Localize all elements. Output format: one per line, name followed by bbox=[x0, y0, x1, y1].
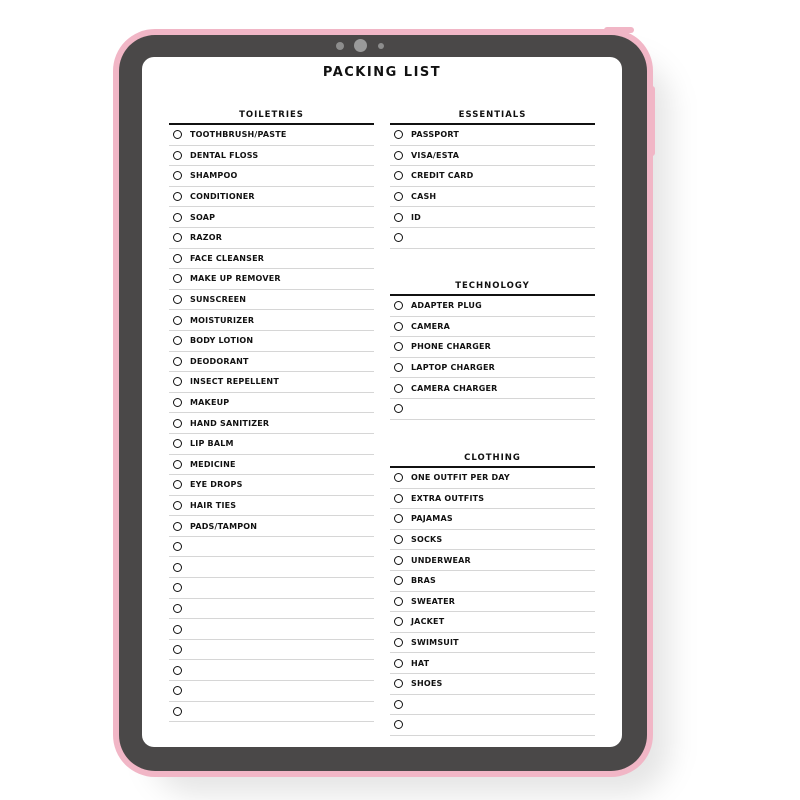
checklist-item[interactable] bbox=[390, 337, 595, 358]
checklist-item-label: PASSPORT bbox=[411, 130, 460, 140]
page-title: PACKING LIST bbox=[322, 65, 442, 80]
checklist-item[interactable] bbox=[390, 146, 595, 167]
checkbox-circle-icon[interactable] bbox=[173, 233, 182, 242]
section-header: TOILETRIES bbox=[169, 107, 374, 125]
checklist-item[interactable] bbox=[169, 331, 374, 352]
checklist-item-label: SWEATER bbox=[411, 596, 456, 606]
checklist-item-label: CREDIT CARD bbox=[411, 171, 474, 181]
checklist-item-label: MAKE UP REMOVER bbox=[190, 274, 281, 284]
checklist-item-label: SUNSCREEN bbox=[190, 295, 247, 305]
checklist-item-label: VISA/ESTA bbox=[411, 150, 460, 160]
checkbox-circle-icon[interactable] bbox=[173, 583, 182, 592]
checklist-item[interactable] bbox=[390, 296, 595, 317]
checklist-item[interactable] bbox=[169, 475, 374, 496]
checklist-item[interactable] bbox=[169, 702, 374, 723]
checkbox-circle-icon[interactable] bbox=[173, 707, 182, 716]
checkbox-circle-icon[interactable] bbox=[394, 473, 403, 482]
checklist-item[interactable] bbox=[390, 228, 595, 249]
checklist-item[interactable] bbox=[169, 187, 374, 208]
checklist-item[interactable] bbox=[390, 125, 595, 146]
checklist-item[interactable] bbox=[390, 358, 595, 379]
checkbox-circle-icon[interactable] bbox=[394, 617, 403, 626]
checkbox-circle-icon[interactable] bbox=[173, 377, 182, 386]
checklist-item-label: FACE CLEANSER bbox=[190, 253, 265, 263]
checkbox-circle-icon[interactable] bbox=[173, 625, 182, 634]
checklist bbox=[169, 125, 374, 722]
checklist-item-label: RAZOR bbox=[190, 233, 223, 243]
checklist-item-label: LAPTOP CHARGER bbox=[411, 363, 495, 373]
checkbox-circle-icon[interactable] bbox=[173, 213, 182, 222]
checklist-item-label: HAIR TIES bbox=[190, 500, 237, 510]
checklist-item-label: MEDICINE bbox=[190, 459, 236, 469]
checkbox-circle-icon[interactable] bbox=[173, 563, 182, 572]
checkbox-circle-icon[interactable] bbox=[394, 720, 403, 729]
checkbox-circle-icon[interactable] bbox=[394, 213, 403, 222]
checkbox-circle-icon[interactable] bbox=[394, 171, 403, 180]
checklist-item[interactable] bbox=[390, 674, 595, 695]
checklist-item[interactable] bbox=[390, 612, 595, 633]
checklist-item-label: HAND SANITIZER bbox=[190, 418, 270, 428]
checklist-item[interactable] bbox=[390, 550, 595, 571]
checkbox-circle-icon[interactable] bbox=[394, 192, 403, 201]
section-technology bbox=[390, 278, 595, 420]
camera-icon bbox=[354, 39, 367, 52]
checkbox-circle-icon[interactable] bbox=[173, 254, 182, 263]
checklist bbox=[390, 125, 595, 249]
checklist-item[interactable] bbox=[169, 228, 374, 249]
checkbox-circle-icon[interactable] bbox=[394, 679, 403, 688]
checkbox-circle-icon[interactable] bbox=[394, 151, 403, 160]
checklist-item[interactable] bbox=[390, 530, 595, 551]
section-essentials bbox=[390, 107, 595, 249]
checklist-item-label: MAKEUP bbox=[190, 398, 230, 408]
checkbox-circle-icon[interactable] bbox=[173, 686, 182, 695]
checklist-item[interactable] bbox=[390, 509, 595, 530]
checklist-item[interactable] bbox=[169, 434, 374, 455]
checklist bbox=[390, 468, 595, 736]
checkbox-circle-icon[interactable] bbox=[394, 363, 403, 372]
checklist-item-label: BRAS bbox=[411, 576, 437, 586]
checklist-item-label: EYE DROPS bbox=[190, 480, 243, 490]
checkbox-circle-icon[interactable] bbox=[394, 384, 403, 393]
checkbox-circle-icon[interactable] bbox=[394, 494, 403, 503]
checklist-item[interactable] bbox=[390, 166, 595, 187]
checklist-item-label: ADAPTER PLUG bbox=[411, 301, 482, 311]
checklist-item[interactable] bbox=[169, 537, 374, 558]
checklist-item-label: EXTRA OUTFITS bbox=[411, 493, 485, 503]
checklist-item[interactable] bbox=[390, 695, 595, 716]
checkbox-circle-icon[interactable] bbox=[394, 638, 403, 647]
checklist-item-label: JACKET bbox=[411, 617, 445, 627]
checklist-item[interactable] bbox=[390, 715, 595, 736]
checklist-item[interactable] bbox=[390, 317, 595, 338]
checklist-item-label: PAJAMAS bbox=[411, 514, 453, 524]
checklist-item-label: SHAMPOO bbox=[190, 171, 238, 181]
checkbox-circle-icon[interactable] bbox=[173, 151, 182, 160]
checklist-item-label: TOOTHBRUSH/PASTE bbox=[190, 130, 287, 140]
checkbox-circle-icon[interactable] bbox=[173, 357, 182, 366]
checkbox-circle-icon[interactable] bbox=[173, 439, 182, 448]
tablet-screen bbox=[142, 57, 622, 747]
checkbox-circle-icon[interactable] bbox=[394, 233, 403, 242]
checkbox-circle-icon[interactable] bbox=[394, 556, 403, 565]
checklist-item[interactable] bbox=[169, 310, 374, 331]
checklist-item-label: SWIMSUIT bbox=[411, 638, 459, 648]
checkbox-circle-icon[interactable] bbox=[173, 336, 182, 345]
checkbox-circle-icon[interactable] bbox=[394, 576, 403, 585]
checklist-item[interactable] bbox=[169, 146, 374, 167]
checkbox-circle-icon[interactable] bbox=[173, 480, 182, 489]
checkbox-circle-icon[interactable] bbox=[394, 342, 403, 351]
checklist-item[interactable] bbox=[169, 290, 374, 311]
checklist-item-label: DENTAL FLOSS bbox=[190, 150, 259, 160]
checklist-item[interactable] bbox=[390, 633, 595, 654]
checklist-item-label: DEODORANT bbox=[190, 356, 249, 366]
section-header: ESSENTIALS bbox=[390, 107, 595, 125]
checklist-item[interactable] bbox=[390, 489, 595, 510]
checkbox-circle-icon[interactable] bbox=[173, 522, 182, 531]
checklist-item[interactable] bbox=[169, 578, 374, 599]
checkbox-circle-icon[interactable] bbox=[173, 645, 182, 654]
section-clothing bbox=[390, 450, 595, 736]
checklist-item-label: HAT bbox=[411, 658, 430, 668]
checkbox-circle-icon[interactable] bbox=[173, 295, 182, 304]
checklist-item[interactable] bbox=[390, 592, 595, 613]
checklist-item[interactable] bbox=[169, 352, 374, 373]
checklist-item[interactable] bbox=[169, 207, 374, 228]
checklist-item[interactable] bbox=[390, 571, 595, 592]
checklist-item-label: LIP BALM bbox=[190, 439, 234, 449]
checklist-item[interactable] bbox=[169, 455, 374, 476]
checklist-item[interactable] bbox=[169, 372, 374, 393]
checklist-item[interactable] bbox=[169, 619, 374, 640]
checklist-item[interactable] bbox=[169, 269, 374, 290]
checklist-item[interactable] bbox=[169, 125, 374, 146]
checkbox-circle-icon[interactable] bbox=[394, 404, 403, 413]
checklist-item[interactable] bbox=[169, 393, 374, 414]
checklist-item[interactable] bbox=[169, 413, 374, 434]
checklist-item-label: SHOES bbox=[411, 679, 443, 689]
checklist-item[interactable] bbox=[169, 249, 374, 270]
checklist-item[interactable] bbox=[169, 166, 374, 187]
checkbox-circle-icon[interactable] bbox=[394, 535, 403, 544]
checkbox-circle-icon[interactable] bbox=[173, 171, 182, 180]
checklist-item-label: CAMERA CHARGER bbox=[411, 383, 498, 393]
checkbox-circle-icon[interactable] bbox=[173, 130, 182, 139]
checklist-item[interactable] bbox=[390, 399, 595, 420]
checkbox-circle-icon[interactable] bbox=[394, 597, 403, 606]
checklist-item-label: INSECT REPELLENT bbox=[190, 377, 279, 387]
checklist-item-label: SOAP bbox=[190, 212, 216, 222]
checkbox-circle-icon[interactable] bbox=[173, 274, 182, 283]
checkbox-circle-icon[interactable] bbox=[173, 419, 182, 428]
checklist-item[interactable] bbox=[390, 207, 595, 228]
checklist-item-label: ONE OUTFIT PER DAY bbox=[411, 473, 510, 483]
checklist-item-label: CONDITIONER bbox=[190, 192, 255, 202]
checkbox-circle-icon[interactable] bbox=[173, 542, 182, 551]
checklist-item-label: MOISTURIZER bbox=[190, 315, 255, 325]
checklist-item-label: CASH bbox=[411, 192, 437, 202]
checklist-item-label: PHONE CHARGER bbox=[411, 342, 492, 352]
checklist-item-label: BODY LOTION bbox=[190, 336, 254, 346]
checkbox-circle-icon[interactable] bbox=[394, 322, 403, 331]
section-toiletries bbox=[169, 107, 374, 722]
checklist-item[interactable] bbox=[390, 653, 595, 674]
checklist-item-label: UNDERWEAR bbox=[411, 555, 471, 565]
checklist-item-label: PADS/TAMPON bbox=[190, 521, 258, 531]
checklist-item[interactable] bbox=[169, 557, 374, 578]
checklist-item[interactable] bbox=[169, 516, 374, 537]
checklist-item[interactable] bbox=[169, 599, 374, 620]
checkbox-circle-icon[interactable] bbox=[173, 398, 182, 407]
checklist-item-label: CAMERA bbox=[411, 321, 451, 331]
checklist-item-label: ID bbox=[411, 212, 422, 222]
checkbox-circle-icon[interactable] bbox=[394, 514, 403, 523]
checklist bbox=[390, 296, 595, 420]
checkbox-circle-icon[interactable] bbox=[173, 604, 182, 613]
sensor-icon bbox=[336, 42, 344, 50]
checklist-item[interactable] bbox=[169, 640, 374, 661]
sensor-icon bbox=[378, 43, 384, 49]
checklist-item[interactable] bbox=[169, 496, 374, 517]
checklist-item[interactable] bbox=[169, 681, 374, 702]
checklist-item[interactable] bbox=[390, 187, 595, 208]
checklist-item[interactable] bbox=[169, 660, 374, 681]
section-header: CLOTHING bbox=[390, 450, 595, 468]
section-header: TECHNOLOGY bbox=[390, 278, 595, 296]
checkbox-circle-icon[interactable] bbox=[394, 130, 403, 139]
checkbox-circle-icon[interactable] bbox=[394, 301, 403, 310]
checkbox-circle-icon[interactable] bbox=[173, 501, 182, 510]
checkbox-circle-icon[interactable] bbox=[173, 666, 182, 675]
checkbox-circle-icon[interactable] bbox=[173, 460, 182, 469]
checkbox-circle-icon[interactable] bbox=[173, 316, 182, 325]
checklist-item-label: SOCKS bbox=[411, 535, 443, 545]
checkbox-circle-icon[interactable] bbox=[394, 659, 403, 668]
checklist-item[interactable] bbox=[390, 468, 595, 489]
checklist-item[interactable] bbox=[390, 378, 595, 399]
checkbox-circle-icon[interactable] bbox=[173, 192, 182, 201]
checkbox-circle-icon[interactable] bbox=[394, 700, 403, 709]
